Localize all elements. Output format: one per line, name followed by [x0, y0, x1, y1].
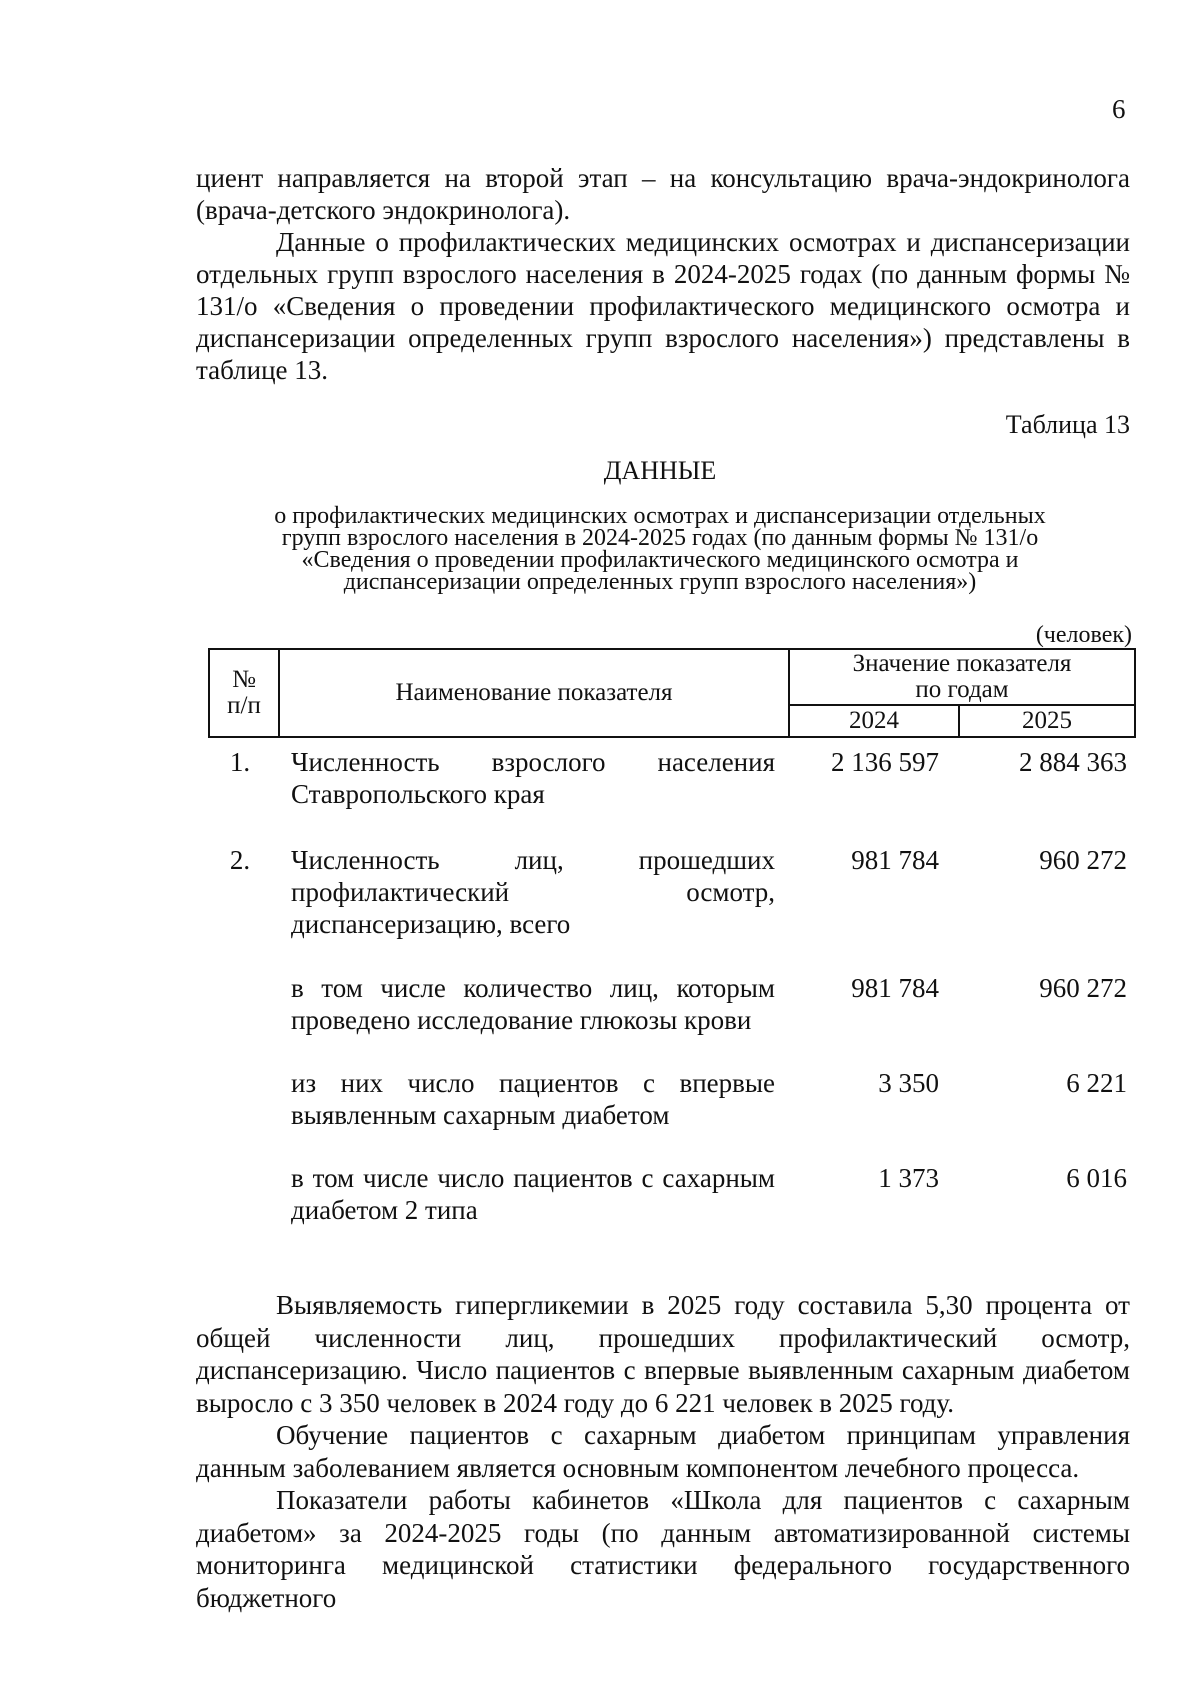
row-name: Численность взрослого населения Ставропольского края	[291, 747, 775, 809]
row-value-2025: 6 016	[1066, 1163, 1127, 1193]
table-row	[209, 834, 1135, 962]
row-name: в том числе число пациентов с сахарным диабетом 2 типа	[291, 1163, 775, 1225]
row-value-2024: 981 784	[851, 973, 939, 1003]
header-value	[789, 649, 1135, 705]
table-row	[209, 737, 1135, 834]
data-table	[208, 648, 1136, 1247]
subheading-line: о профилактических медицинских осмотрах и диспансеризации отдельных	[274, 503, 1046, 529]
table-label: Таблица 13	[1005, 410, 1130, 439]
header-year-2025: 2025	[959, 705, 1135, 737]
outro-text	[196, 1289, 1130, 1614]
intro-paragraph-1: циент направляется на второй этап – на консультацию врача-эндокринолога (врача-детского эндокринолога).	[196, 163, 1130, 225]
header-name: Наименование показателя	[279, 649, 789, 737]
row-number	[209, 962, 279, 1057]
header-number-line1: №	[232, 666, 256, 693]
row-value-2025: 960 272	[1039, 973, 1127, 1003]
row-value-2024: 981 784	[851, 845, 939, 875]
row-name: из них число пациентов с впервые выявленным сахарным диабетом	[291, 1068, 775, 1130]
header-number-line2: п/п	[227, 692, 261, 719]
table-row	[209, 1152, 1135, 1247]
table-subheading	[200, 505, 1120, 593]
table-row	[209, 1057, 1135, 1152]
row-value-2025: 960 272	[1039, 845, 1127, 875]
header-number	[209, 649, 279, 737]
table-heading: ДАННЫЕ	[603, 456, 717, 485]
row-value-2025: 2 884 363	[1019, 747, 1127, 777]
row-value-2025: 6 221	[1066, 1068, 1127, 1098]
subheading-line: диспансеризации определенных групп взрослого населения»)	[343, 569, 977, 595]
row-number: 2.	[229, 845, 251, 875]
row-value-2024: 1 373	[878, 1163, 939, 1193]
header-value-line1: Значение показателя	[852, 650, 1072, 677]
outro-paragraph-2: Обучение пациентов с сахарным диабетом принципам управления данным заболеванием является основным компонентом лечебного процесса.	[196, 1420, 1130, 1483]
subheading-line: «Сведения о проведении профилактического медицинского осмотра и	[301, 547, 1019, 573]
subheading-line: групп взрослого населения в 2024-2025 годах (по данным формы № 131/о	[281, 525, 1039, 551]
row-name: в том числе количество лиц, которым проведено исследование глюкозы крови	[291, 973, 775, 1035]
page-number: 6	[1112, 94, 1126, 124]
table-unit: (человек)	[1035, 622, 1132, 648]
row-number	[209, 1152, 279, 1247]
row-number	[209, 1057, 279, 1152]
row-number: 1.	[229, 747, 251, 777]
row-value-2024: 3 350	[878, 1068, 939, 1098]
outro-paragraph-1: Выявляемость гипергликемии в 2025 году составила 5,30 процента от общей численности лиц, прошедших профилактический осмотр, диспансеризацию. Число пациентов с впервые выявленным сахарным диабетом выросло с 3 350 человек в 2024 году до 6 221 человек в 2025 году.	[196, 1290, 1130, 1418]
header-value-line2: по годам	[915, 676, 1009, 703]
row-value-2024: 2 136 597	[831, 747, 939, 777]
table-row	[209, 962, 1135, 1057]
intro-paragraph-2: Данные о профилактических медицинских осмотрах и диспансеризации отдельных групп взрослого населения в 2024-2025 годах (по данным формы № 131/о «Сведения о проведении профилактического медицинского осмотра и диспансеризации определенных групп взрослого населения») представлены в таблице 13.	[196, 227, 1130, 385]
header-year-2024: 2024	[789, 705, 959, 737]
outro-paragraph-3: Показатели работы кабинетов «Школа для пациентов с сахарным диабетом» за 2024-2025 годы (по данным автоматизированной системы мониторинга медицинской статистики федерального государственного бюджетного	[196, 1485, 1130, 1613]
intro-text	[196, 162, 1130, 386]
row-name: Численность лиц, прошедших профилактический осмотр, диспансеризацию, всего	[291, 845, 775, 939]
